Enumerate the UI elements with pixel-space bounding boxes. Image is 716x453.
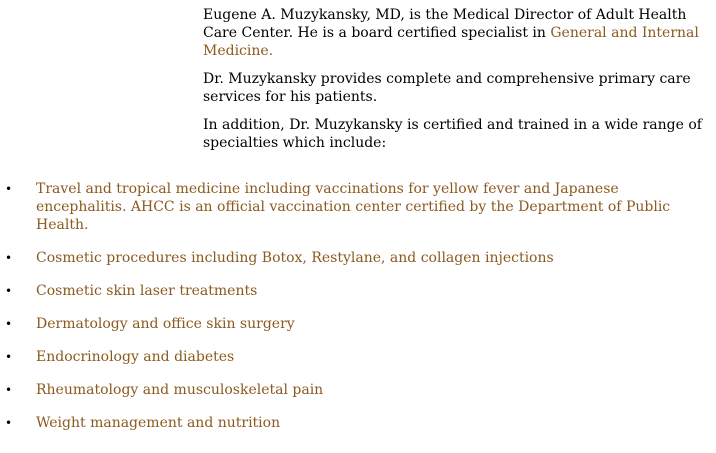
bullet-icon: • xyxy=(5,383,13,397)
list-item-label: Travel and tropical medicine including vaccinations for yellow fever and Japanese encephalitis. AHCC is an official vaccination center certified by the Department of Public Health. xyxy=(36,181,671,233)
list-item xyxy=(0,414,700,432)
bullet-icon: • xyxy=(5,182,13,196)
specialty-highlight: General and Internal Medicine. xyxy=(203,25,699,59)
bullet-icon: • xyxy=(5,284,13,298)
list-item-label: Rheumatology and musculoskeletal pain xyxy=(36,382,324,398)
list-item xyxy=(0,315,700,333)
list-item xyxy=(0,381,700,399)
bullet-icon: • xyxy=(5,416,13,430)
list-item-label: Endocrinology and diabetes xyxy=(36,349,235,365)
intro-paragraph-director xyxy=(203,6,703,60)
list-item xyxy=(0,348,700,366)
intro-paragraph-specialties: In addition, Dr. Muzykansky is certified and trained in a wide range of specialties which include: xyxy=(203,117,702,151)
list-item-label: Dermatology and office skin surgery xyxy=(36,316,295,332)
intro-paragraph-services: Dr. Muzykansky provides complete and comprehensive primary care services for his patients. xyxy=(203,71,691,105)
intro-director-text: Eugene A. Muzykansky, MD, is the Medical Director of Adult Health Care Center. He is a board certified specialist in xyxy=(203,7,687,41)
intro-section xyxy=(203,6,703,162)
list-item-label: Cosmetic procedures including Botox, Restylane, and collagen injections xyxy=(36,250,554,266)
list-item xyxy=(0,249,700,267)
specialty-list xyxy=(0,180,700,447)
list-item-label: Weight management and nutrition xyxy=(36,415,281,431)
list-item xyxy=(0,180,700,234)
bullet-icon: • xyxy=(5,251,13,265)
bullet-icon: • xyxy=(5,317,13,331)
list-item-label: Cosmetic skin laser treatments xyxy=(36,283,258,299)
list-item xyxy=(0,282,700,300)
bullet-icon: • xyxy=(5,350,13,364)
